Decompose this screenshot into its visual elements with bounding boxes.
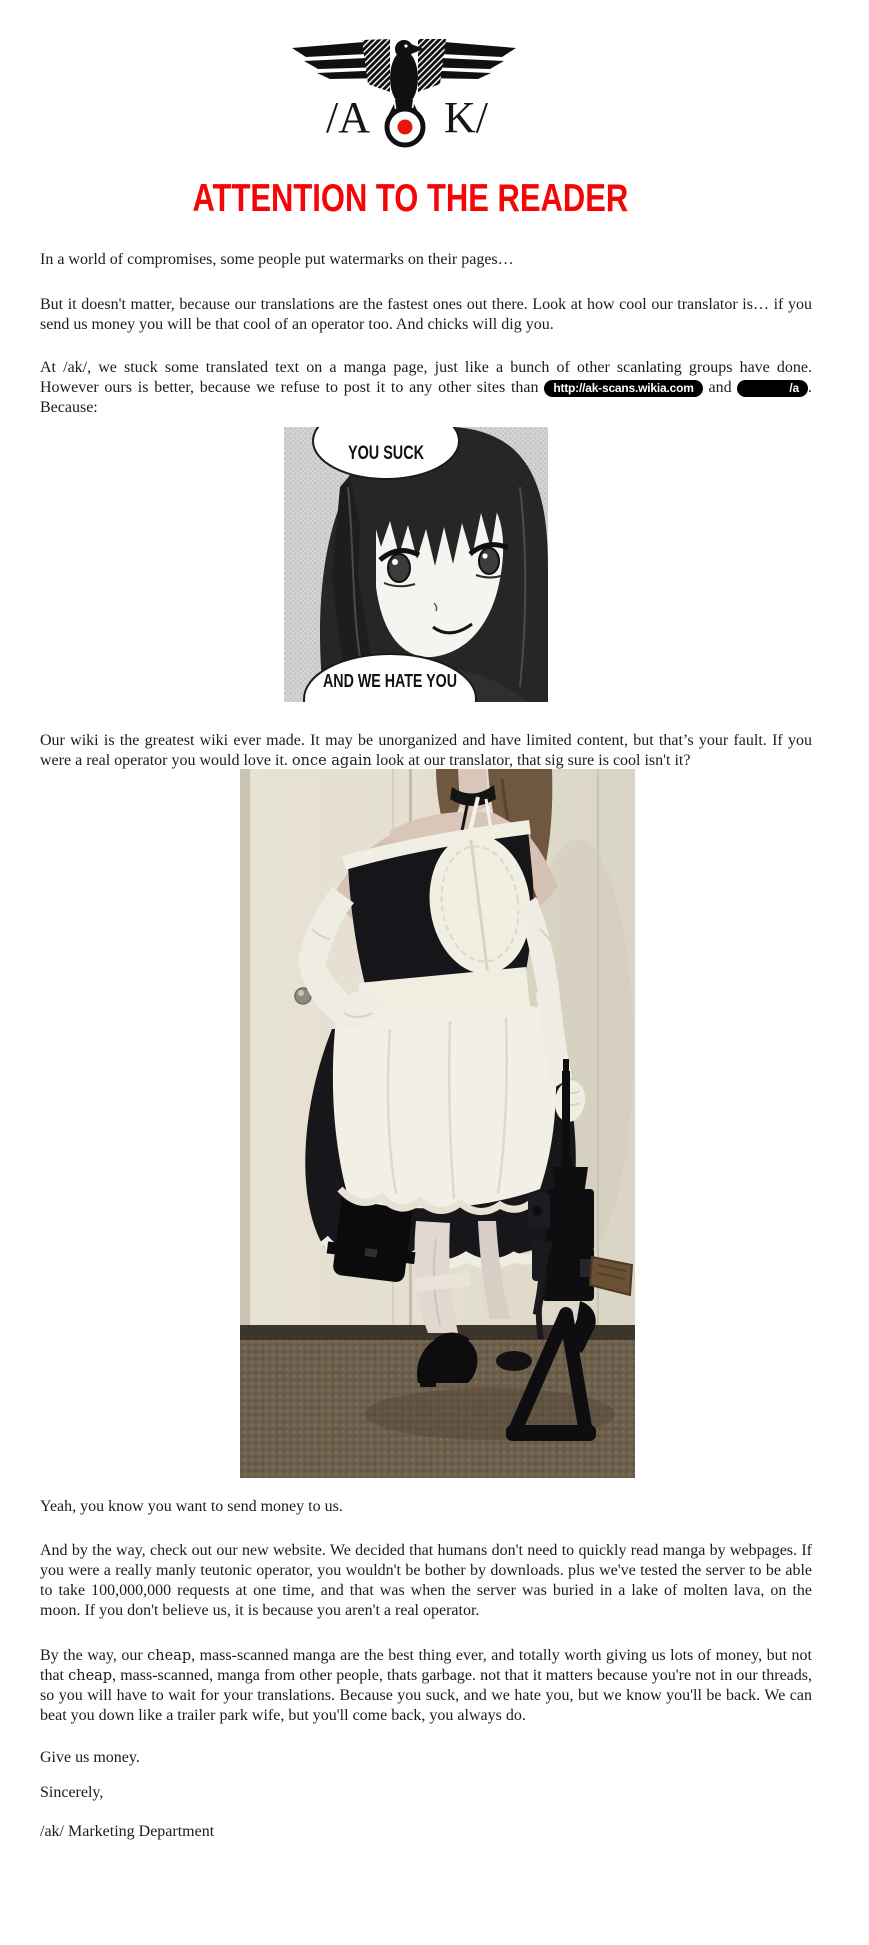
logo-text-right: K/ (444, 93, 488, 142)
manga-panel-image (284, 427, 548, 702)
paragraph-cheap-manga: By the way, our cheap, mass-scanned manga are the best thing ever, and totally worth giving us lots of money, but not that cheap, mass-scanned, manga from other people, thats garbage. not that it matters because you're not in our threads, so you will have to wait for your translations. Because you suck, and we hate you, but we know you'll be back. We can beat you down like a trailer park wife, but you'll come back, you always do. (40, 1647, 812, 1724)
paragraph-website: And by the way, check out our new website. We decided that humans don't need to quickly read manga by webpages. If you were a really manly teutonic operator, you wouldn't be bother by downloads. plus we've tested the server to be able to take 100,000,000 requests at one time, and that was when the server was buried in a lake of molten lava, on the moon. If you don't believe us, it is because you aren't a real operator. (40, 1542, 812, 1619)
paragraph-watermarks: In a world of compromises, some people put watermarks on their pages… (40, 251, 514, 268)
logo-text-left: /A (326, 93, 370, 142)
signature-department: /ak/ Marketing Department (40, 1823, 215, 1840)
page-title-text: ATTENTION TO THE READER (192, 175, 628, 220)
text-segment: cheap (147, 1648, 192, 1664)
paragraph-send-money: Yeah, you know you want to send money to us. (40, 1498, 343, 1515)
page-title (40, 175, 780, 220)
paragraph-sites: At /ak/, we stuck some translated text on a manga page, just like a bunch of other scanlating groups have done. However ours is better, because we refuse to post it to any other sites than http://ak-scans.wikia.com and /a . Because: (40, 359, 812, 416)
manga-bubble-bottom-text: AND WE HATE YOU (323, 671, 457, 691)
paragraph-translations: But it doesn't matter, because our translations are the fastest ones out there. Look at how cool our translator is… if you send us money you will be that cool of an operator too. And chicks will dig you. (40, 296, 812, 333)
text-segment: cheap (68, 1668, 113, 1684)
ak-logo (284, 36, 524, 150)
signature-sincerely: Sincerely, (40, 1784, 104, 1801)
redacted-board-pill: /a (737, 380, 808, 397)
paragraph-give-money: Give us money. (40, 1749, 140, 1766)
manga-bubble-top-text: YOU SUCK (348, 443, 425, 464)
maid-rifle-photo (240, 769, 635, 1478)
letter-body (40, 250, 812, 1842)
text-segment: once again (291, 753, 372, 769)
apron (333, 1004, 556, 1211)
eagle-roundel-icon (292, 39, 516, 145)
wiki-url-pill: http://ak-scans.wikia.com (544, 380, 702, 397)
paragraph-wiki: Our wiki is the greatest wiki ever made. It may be unorganized and have limited content, but that’s your fault. If you were a real operator you would love it. once again look at our translator, that sig sure is cool isn't it? (40, 732, 812, 769)
